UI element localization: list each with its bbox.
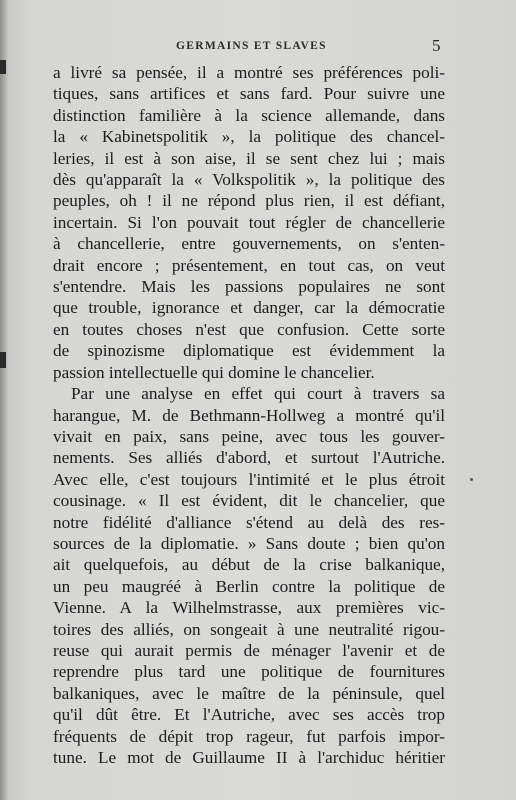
- text-line: tiques, sans artifices et sans fard. Pour suivre une: [53, 84, 445, 104]
- text-line: balkaniques, avec le maître de la péninsule, quel: [53, 683, 445, 703]
- running-header-title: GERMAINS ET SLAVES: [176, 40, 327, 52]
- text-line: nements. Ses alliés d'abord, et surtout l'Autriche.: [53, 448, 445, 468]
- text-line: qu'il dût être. Et l'Autriche, avec ses accès trop: [53, 705, 445, 725]
- text-line: que trouble, ignorance et danger, car la démocratie: [53, 298, 445, 318]
- text-line: de spinozisme diplomatique est évidemment la: [53, 341, 445, 361]
- text-line: Vienne. A la Wilhelmstrasse, aux premières vic-: [53, 598, 445, 618]
- text-line: fréquents de dépit trop rageur, fut parfois impor-: [53, 726, 445, 746]
- text-line: cousinage. « Il est évident, dit le chancelier, que: [53, 491, 445, 511]
- page-number: 5: [432, 36, 441, 55]
- text-line: leries, il est à son aise, il se sent chez lui ; mais: [53, 148, 445, 168]
- text-line: dès qu'apparaît la « Volkspolitik », la politique des: [53, 170, 445, 190]
- text-line: un peu maugréé à Berlin contre la politique de: [53, 576, 445, 596]
- text-line: tune. Le mot de Guillaume II à l'archiduc héritier: [53, 748, 445, 767]
- page-binding-edge: [0, 0, 8, 800]
- text-line: la « Kabinetspolitik », la politique des chancel-: [53, 127, 445, 147]
- text-line: incertain. Si l'on pouvait tout régler de chancellerie: [53, 212, 445, 232]
- binding-mark: [0, 60, 6, 74]
- text-line: passion intellectuelle qui domine le chancelier.: [53, 362, 375, 382]
- text-line: toires des alliés, on songeait à une neutralité rigou-: [53, 619, 445, 639]
- body-text: [53, 62, 445, 768]
- text-line: peuples, oh ! il ne répond plus rien, il est défiant,: [53, 191, 445, 211]
- text-line: sources de la diplomatie. » Sans doute ; bien qu'on: [53, 533, 445, 553]
- text-line: a livré sa pensée, il a montré ses préférences poli-: [53, 63, 445, 82]
- text-line: distinction familière à la science allemande, dans: [53, 105, 445, 125]
- binding-mark: [0, 352, 6, 368]
- paper-speck: [470, 478, 473, 481]
- text-line: Par une analyse en effet qui court à travers sa: [71, 384, 445, 404]
- text-line: Avec elle, c'est toujours l'intimité et le plus étroit: [53, 469, 445, 489]
- text-line: s'entendre. Mais les passions populaires ne sont: [53, 277, 445, 297]
- text-line: ait quelquefois, au début de la crise balkanique,: [53, 555, 445, 575]
- text-line: vivait en paix, sans peine, avec tous les gouver-: [53, 426, 445, 446]
- text-line: reprendre plus tard une politique de fournitures: [53, 662, 445, 682]
- text-line: drait encore ; présentement, en tout cas, on veut: [53, 255, 445, 275]
- text-line: harangue, M. de Bethmann-Hollweg a montré qu'il: [53, 405, 445, 425]
- text-line: notre fidélité d'alliance s'étend au delà des res-: [53, 512, 445, 532]
- text-line: reuse qui aurait permis de ménager l'avenir et de: [53, 640, 445, 660]
- text-line: à chancellerie, entre gouvernements, on s'enten-: [53, 234, 445, 254]
- text-line: en toutes choses n'est que confusion. Cette sorte: [53, 319, 445, 339]
